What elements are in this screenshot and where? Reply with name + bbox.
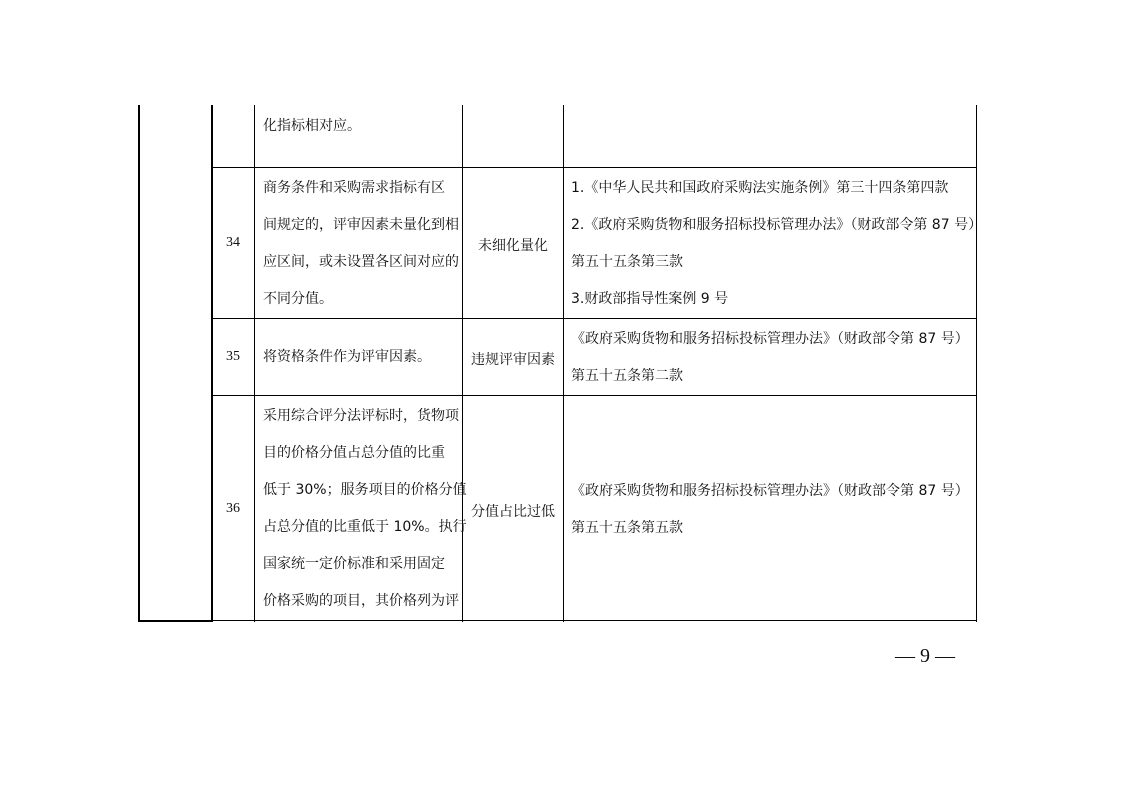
row-description-line: 目的价格分值占总分值的比重 xyxy=(263,445,445,461)
row-description-line: 化指标相对应。 xyxy=(263,118,361,134)
row-divider-1 xyxy=(211,167,977,168)
row-description-line: 应区间，或未设置各区间对应的 xyxy=(263,254,459,270)
row-divider-2 xyxy=(211,318,977,319)
row-number: 35 xyxy=(226,349,240,364)
row-basis-line: 3.财政部指导性案例 9 号 xyxy=(571,291,729,307)
row-basis-line: 《政府采购货物和服务招标投标管理办法》（财政部令第 87 号） xyxy=(571,483,969,499)
row-description-line: 价格采购的项目，其价格列为评 xyxy=(263,593,459,609)
column-divider-4 xyxy=(563,105,564,622)
column-divider-2 xyxy=(254,105,255,622)
row-description-line: 国家统一定价标准和采用固定 xyxy=(263,556,445,572)
row-description-line: 商务条件和采购需求指标有区 xyxy=(263,180,445,196)
row-basis-line: 第五十五条第二款 xyxy=(571,368,683,384)
row-basis-line: 2.《政府采购货物和服务招标投标管理办法》（财政部令第 87 号） xyxy=(571,217,983,233)
row-category: 未细化量化 xyxy=(478,238,548,254)
row-description-line: 将资格条件作为评审因素。 xyxy=(263,349,431,365)
row-basis-line: 1.《中华人民共和国政府采购法实施条例》第三十四条第四款 xyxy=(571,180,949,196)
row-description-line: 低于 30%；服务项目的价格分值 xyxy=(263,482,467,498)
row-category: 分值占比过低 xyxy=(471,504,555,520)
row-divider-3 xyxy=(211,395,977,396)
row-category: 违规评审因素 xyxy=(471,352,555,368)
row-basis-line: 第五十五条第五款 xyxy=(571,520,683,536)
row-basis-line: 《政府采购货物和服务招标投标管理办法》（财政部令第 87 号） xyxy=(571,331,969,347)
row-description-line: 不同分值。 xyxy=(263,291,333,307)
page-number: — 9 — xyxy=(895,645,955,667)
row-basis-line: 第五十五条第三款 xyxy=(571,254,683,270)
row-number: 34 xyxy=(226,235,240,250)
row-description-line: 采用综合评分法评标时，货物项 xyxy=(263,408,459,424)
row-description-line: 占总分值的比重低于 10%。执行 xyxy=(263,519,467,535)
row-number: 36 xyxy=(226,501,240,516)
row-description-line: 间规定的，评审因素未量化到相 xyxy=(263,217,459,233)
table-border-right xyxy=(976,105,977,622)
table-border-left xyxy=(138,105,140,622)
table-border-bottom-left xyxy=(138,620,213,622)
table-border-bottom-right xyxy=(211,620,977,621)
